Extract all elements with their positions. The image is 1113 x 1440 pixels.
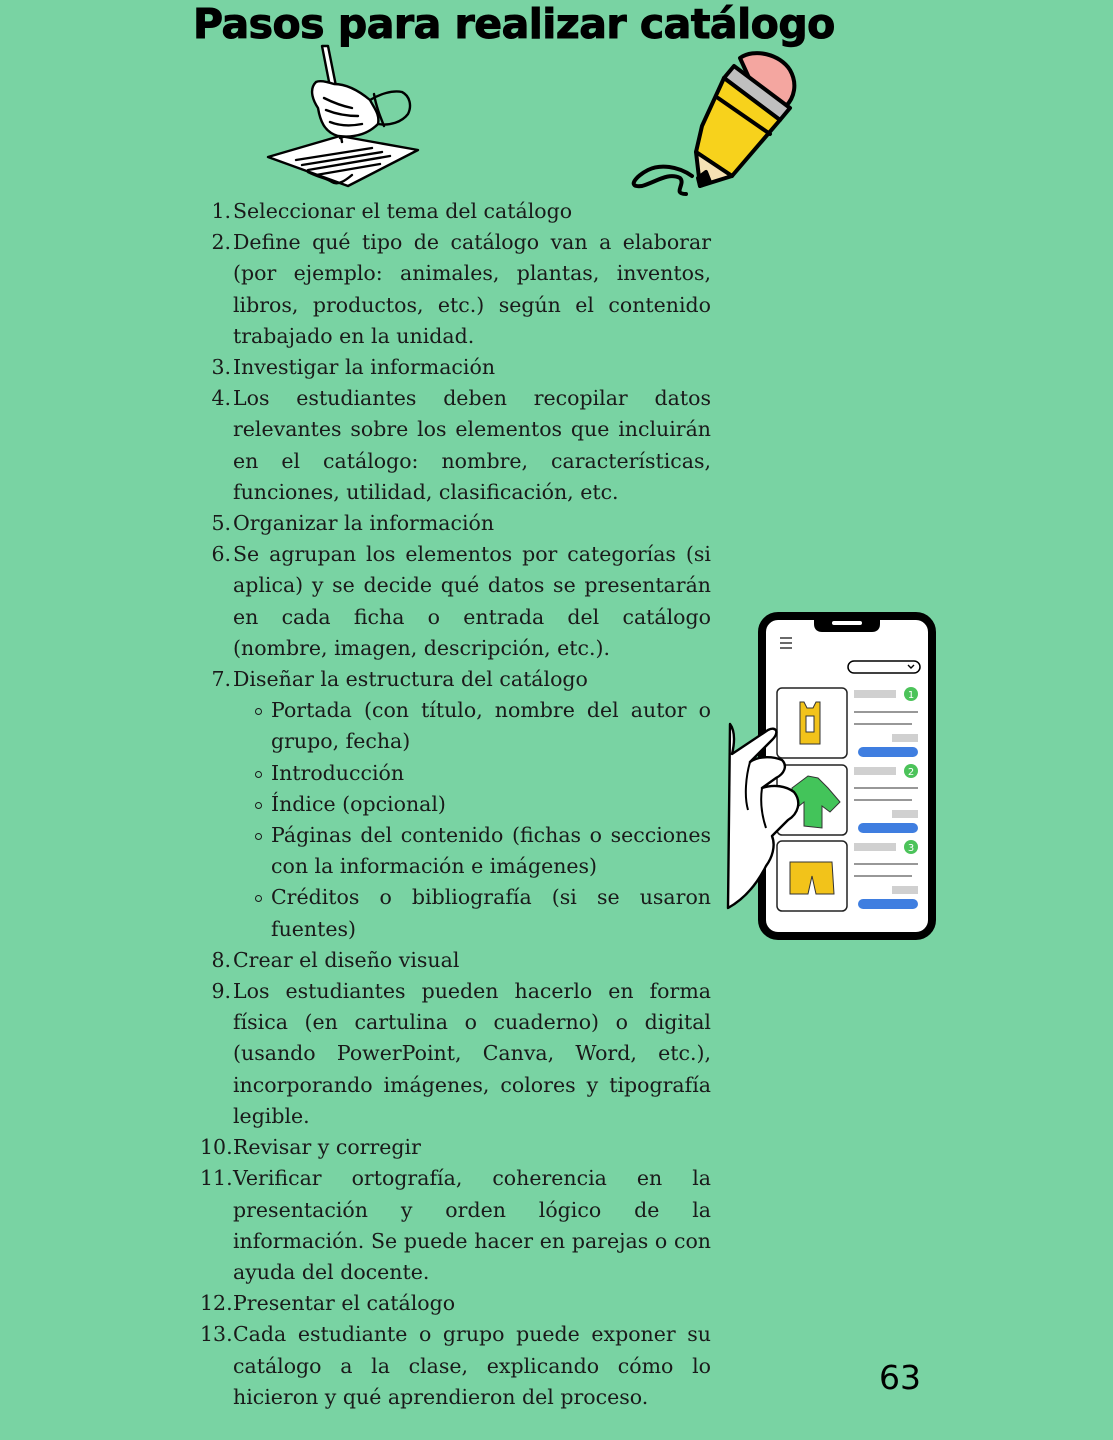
- bullet-icon: [255, 708, 262, 715]
- sub-item: [233, 820, 711, 882]
- step-text: Se agrupan los elementos por categorías (si aplica) y se decide qué datos se presentarán en cada ficha o entrada del catálogo (nombre, imagen, descripción, etc.).: [233, 542, 711, 660]
- step-item: [200, 1163, 711, 1288]
- step-text: Cada estudiante o grupo puede exponer su catálogo a la clase, explicando cómo lo hicieron y qué aprendieron del proceso.: [233, 1322, 711, 1409]
- sub-item: [233, 758, 711, 789]
- step-text: Presentar el catálogo: [233, 1291, 456, 1316]
- bullet-icon: [255, 895, 262, 902]
- steps-list: [200, 196, 711, 1413]
- phone-catalog-icon: [722, 606, 944, 946]
- step-text: Revisar y corregir: [233, 1135, 421, 1160]
- bullet-icon: [255, 833, 262, 840]
- step-text: Verificar ortografía, coherencia en la presentación y orden lógico de la información. Se puede hacer en parejas o con ayuda del docente.: [233, 1166, 711, 1284]
- step-number: 7.: [211, 667, 231, 692]
- sub-list: [233, 695, 711, 945]
- step-text: Organizar la información: [233, 511, 495, 536]
- step-text: Los estudiantes pueden hacerlo en forma física (en cartulina o cuaderno) o digital (usando PowerPoint, Canva, Word, etc.), incorporando imágenes, colores y tipografía legible.: [233, 979, 711, 1128]
- sub-item-text: Créditos o bibliografía (si se usaron fuentes): [271, 885, 711, 941]
- bullet-icon: [255, 771, 262, 778]
- step-text: Diseñar la estructura del catálogo: [233, 667, 588, 692]
- step-text: Define qué tipo de catálogo van a elaborar (por ejemplo: animales, plantas, inventos, libros, productos, etc.) según el contenido trabajado en la unidad.: [233, 230, 711, 348]
- step-number: 4.: [211, 386, 231, 411]
- badge-1: [904, 687, 918, 701]
- step-text: Seleccionar el tema del catálogo: [233, 199, 573, 223]
- page-number: 63: [879, 1358, 921, 1397]
- step-item: [200, 945, 711, 976]
- step-item: [200, 227, 711, 352]
- step-item: [200, 664, 711, 945]
- step-item: [200, 383, 711, 508]
- step-item: [200, 1288, 711, 1319]
- step-text: Investigar la información: [233, 355, 496, 380]
- step-number: 3.: [211, 355, 231, 380]
- step-number: 1.: [211, 199, 231, 223]
- step-number: 12.: [200, 1291, 233, 1316]
- hand-writing-icon: [262, 44, 422, 192]
- step-item: [200, 508, 711, 539]
- badge-number: 1: [907, 690, 915, 701]
- step-number: 5.: [211, 511, 231, 536]
- sub-item-text: Páginas del contenido (fichas o secciones con la información e imágenes): [271, 823, 711, 879]
- sub-item-text: Índice (opcional): [271, 791, 446, 816]
- step-number: 2.: [211, 230, 231, 255]
- step-number: 6.: [211, 542, 231, 567]
- step-text: Los estudiantes deben recopilar datos relevantes sobre los elementos que incluirán en el catálogo: nombre, características, funciones, utilidad, clasificación, etc.: [233, 386, 711, 504]
- badge-number: 2: [907, 767, 915, 778]
- step-item: [200, 976, 711, 1132]
- badge-number: 3: [907, 843, 915, 854]
- sub-item: [233, 695, 711, 757]
- step-item: [200, 1132, 711, 1163]
- step-number: 9.: [211, 979, 231, 1004]
- badge-3: [904, 840, 918, 854]
- step-number: 11.: [200, 1166, 233, 1191]
- sub-item: [233, 882, 711, 944]
- step-item: [200, 196, 711, 227]
- sub-item-text: Introducción: [271, 760, 405, 785]
- step-item: [200, 1319, 711, 1413]
- sub-item: [233, 789, 711, 820]
- step-item: [200, 539, 711, 664]
- page-title: Pasos para realizar catálogo: [193, 0, 835, 48]
- step-number: 8.: [211, 947, 231, 972]
- badge-2: [904, 764, 918, 778]
- step-item: [200, 352, 711, 383]
- sub-item-text: Portada (con título, nombre del autor o grupo, fecha): [271, 698, 711, 754]
- bullet-icon: [255, 802, 262, 809]
- step-number: 13.: [200, 1322, 233, 1347]
- step-number: 10.: [200, 1135, 233, 1160]
- pencil-icon: [622, 48, 800, 200]
- step-text: Crear el diseño visual: [233, 947, 460, 972]
